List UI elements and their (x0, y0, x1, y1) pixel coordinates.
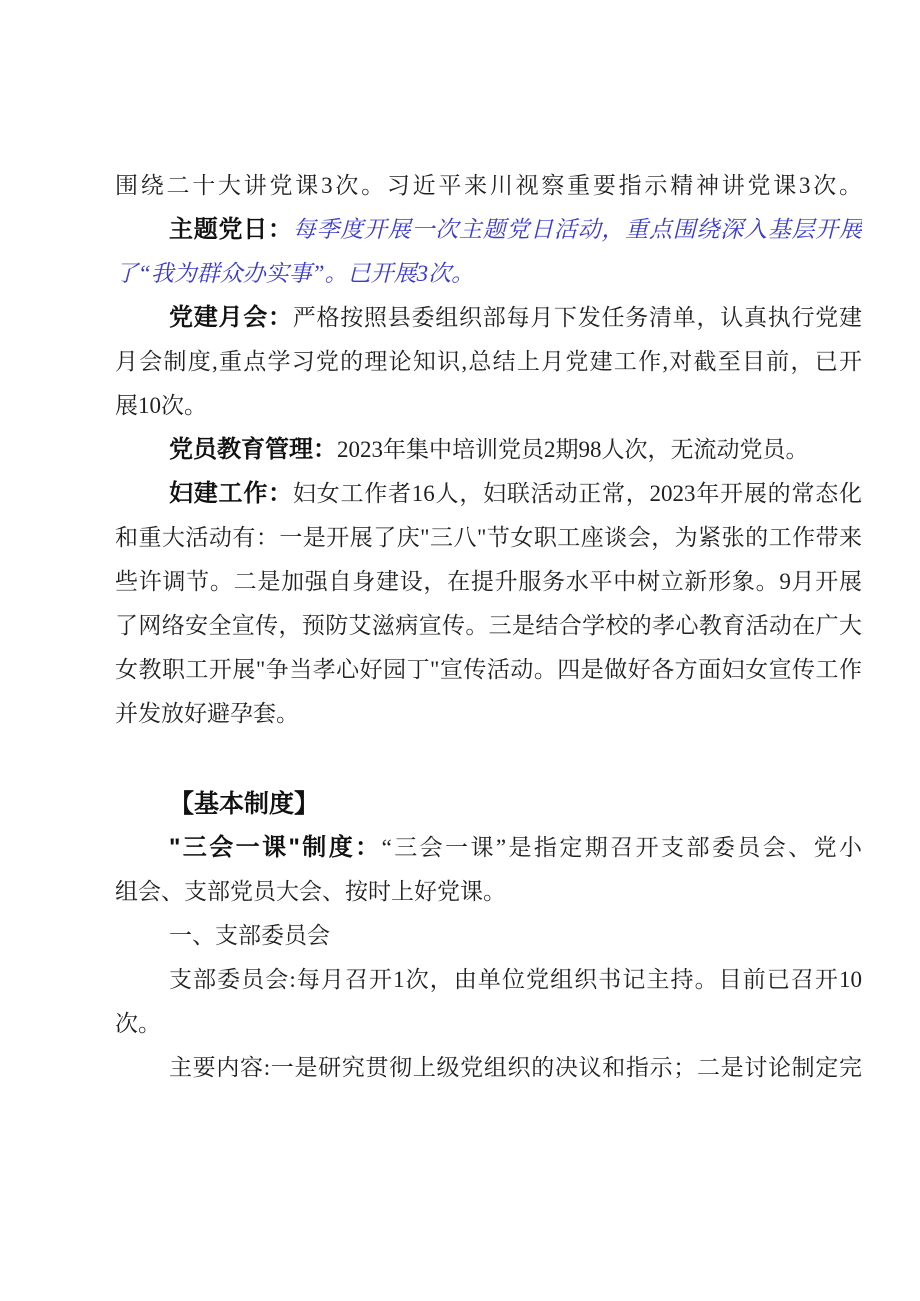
para-women-federation-work-line-1 (115, 472, 862, 516)
body-text: 严格按照县委组织部每月下发任务清单，认真执行党建 (292, 305, 862, 330)
para-party-building-monthly-meeting (115, 296, 862, 428)
body-text: 妇女工作者16人，妇联活动正常，2023年开展的常态化 (292, 481, 862, 506)
para-party-building-monthly-meeting-line-3: 展10次。 (115, 393, 207, 418)
body-text: “三会一课”是指定期召开支部委员会、党小 (381, 835, 862, 860)
blank-line (115, 736, 862, 782)
para-main-content-line-1: 主要内容:一是研究贯彻上级党组织的决议和指示；二是讨论制定完 (169, 1055, 862, 1080)
run-in-head-theme-party-day: 主题党日： (169, 216, 293, 243)
run-in-head-three-meetings-one-lesson: "三会一课"制度： (169, 834, 382, 861)
para-theme-party-day (115, 208, 862, 296)
para-theme-party-day-line-2 (115, 252, 862, 296)
heading-basic-system-text: 【基本制度】 (169, 790, 320, 818)
para-party-lecture-continued (115, 164, 862, 208)
body-text: 2023年集中培训党员2期98人次，无流动党员。 (337, 437, 809, 462)
para-women-federation-work-line-5: 女教职工开展"争当孝心好园丁"宣传活动。四是做好各方面妇女宣传工作 (115, 657, 862, 682)
para-women-federation-work-line-4: 了网络安全宣传，预防艾滋病宣传。三是结合学校的孝心教育活动在广大 (115, 613, 862, 638)
para-branch-committee-detail (115, 958, 862, 1046)
para-branch-committee-title (115, 914, 862, 958)
para-three-meetings-one-lesson-line-1 (115, 826, 862, 870)
para-member-education-management (115, 428, 862, 472)
run-in-head-member-education-management: 党员教育管理： (169, 436, 337, 463)
para-women-federation-work-line-2: 和重大活动有：一是开展了庆"三八"节女职工座谈会，为紧张的工作带来 (115, 525, 862, 550)
para-three-meetings-one-lesson-line-2: 组会、支部党员大会、按时上好党课。 (115, 879, 506, 904)
para-three-meetings-one-lesson (115, 826, 862, 914)
para-party-building-monthly-meeting-line-2: 月会制度,重点学习党的理论知识,总结上月党建工作,对截至目前，已开 (115, 349, 862, 374)
para-member-education-management-line-1 (115, 428, 862, 472)
heading-basic-system (115, 782, 862, 826)
highlighted-text: 每季度开展一次主题党日活动，重点围绕深入基层开展 (292, 217, 862, 242)
run-in-head-party-building-monthly-meeting: 党建月会： (169, 304, 293, 331)
para-branch-committee-detail-line-2: 次。 (115, 1011, 161, 1036)
document-body (115, 164, 862, 1090)
para-branch-committee-detail-line-1: 支部委员会:每月召开1次，由单位党组织书记主持。目前已召开10 (169, 967, 862, 992)
para-women-federation-work-line-6: 并发放好避孕套。 (115, 701, 299, 726)
para-branch-committee-title-line-1: 一、支部委员会 (169, 923, 330, 948)
para-theme-party-day-line-1 (115, 208, 862, 252)
para-women-federation-work (115, 472, 862, 736)
para-party-building-monthly-meeting-line-1 (115, 296, 862, 340)
para-women-federation-work-line-3: 些许调节。二是加强自身建设，在提升服务水平中树立新形象。9月开展 (115, 569, 862, 594)
run-in-head-women-federation-work: 妇建工作： (169, 480, 293, 507)
highlighted-text: 了“我为群众办实事”。已开展3次。 (115, 261, 475, 286)
para-main-content (115, 1046, 862, 1090)
para-party-lecture-continued-line-1: 围绕二十大讲党课3次。习近平来川视察重要指示精神讲党课3次。 (115, 173, 862, 198)
